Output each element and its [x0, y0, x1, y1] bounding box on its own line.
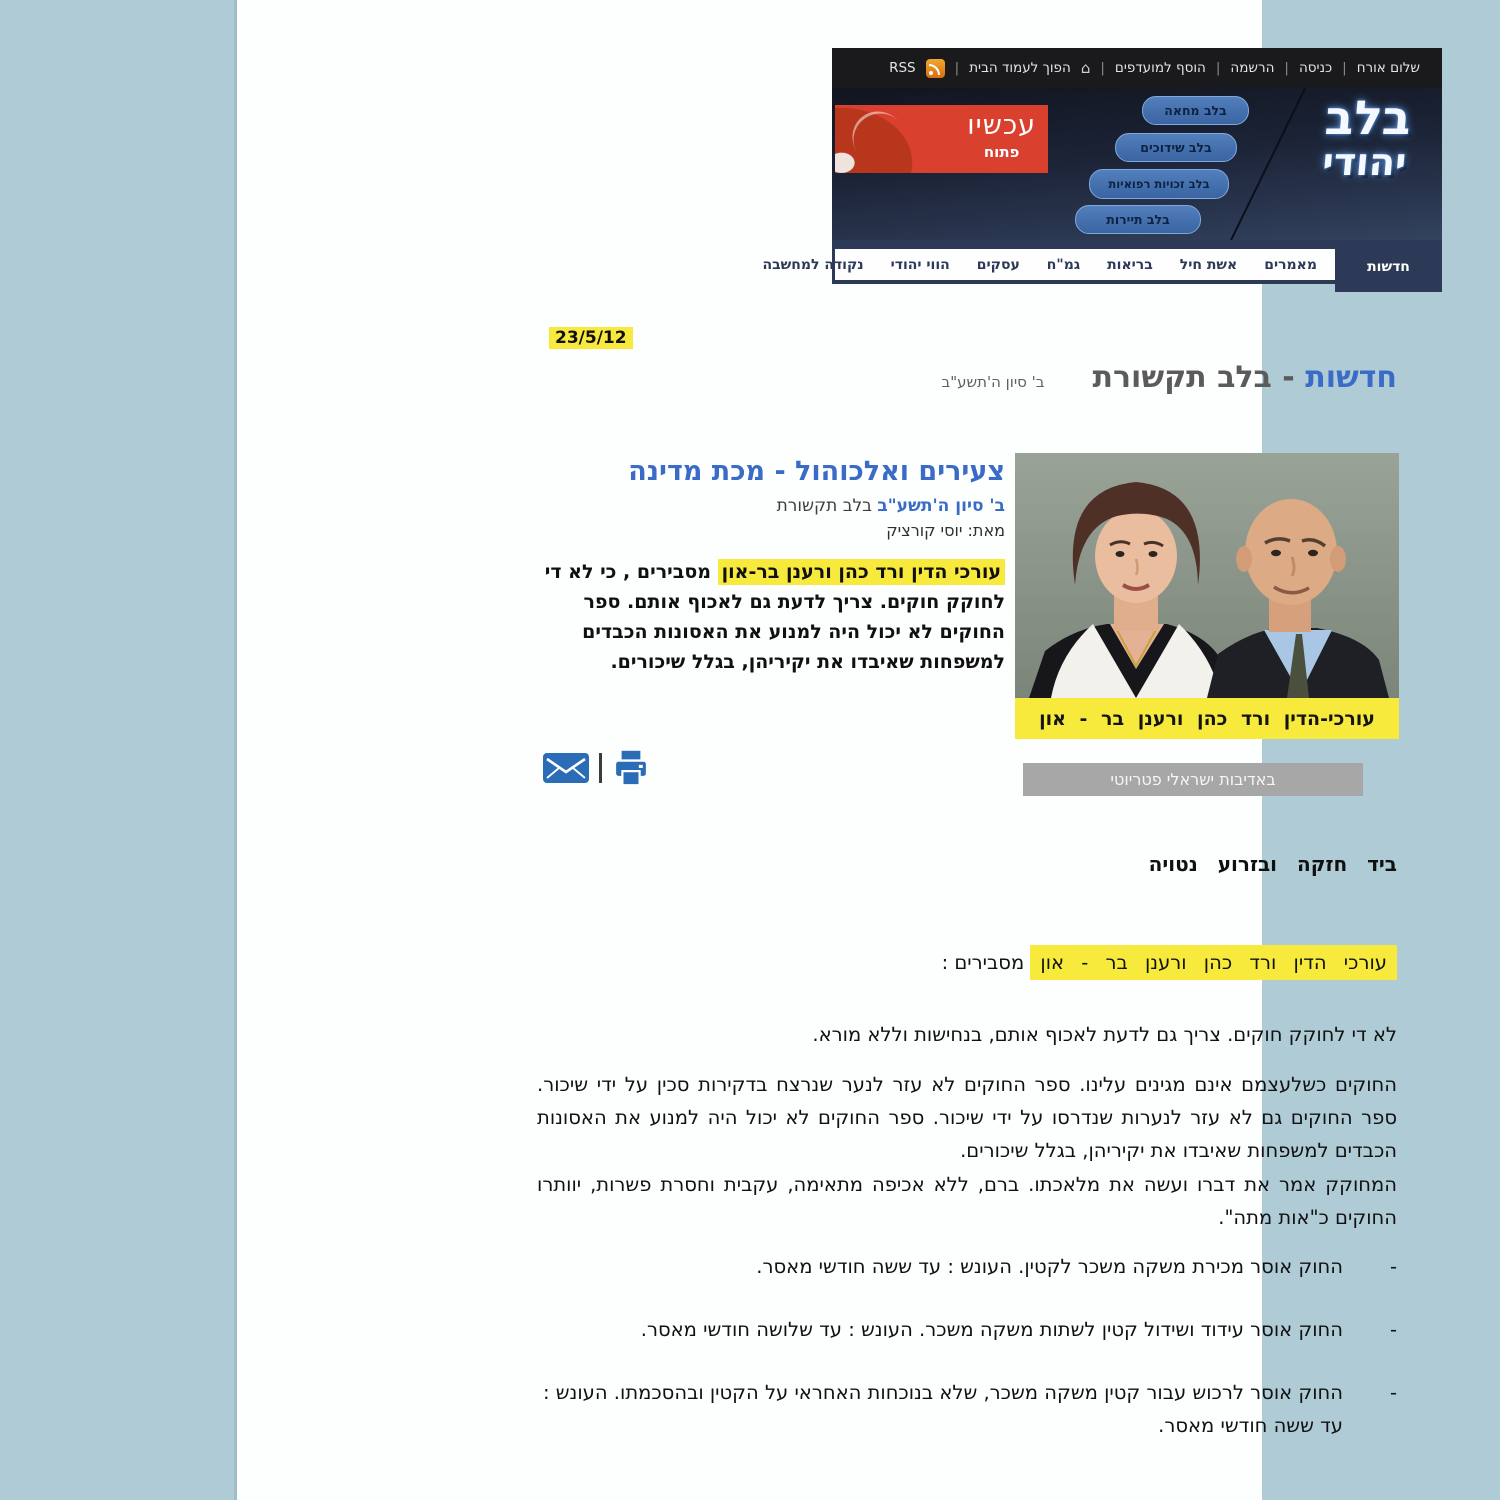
article-subtitle [537, 496, 1005, 516]
emphasis-line: ביד חזקה ובזרוע נטויה [1148, 852, 1397, 876]
divider: | [1100, 60, 1105, 76]
paragraph-3: המחוקק אמר את דברו ועשה את מלאכתו. ברם, ללא אכיפה מתאימה, עקבית וחסרת פשרות, יוותרו החוקים כ"אות מתה". [537, 1173, 1397, 1230]
share-toolbar [543, 750, 650, 786]
list-item [537, 1250, 1397, 1283]
list-item [537, 1376, 1397, 1442]
bubble-link-matchmaking[interactable]: בלב שידוכים [1115, 133, 1237, 162]
explain-rest: מסבירים : [941, 951, 1031, 974]
bullet-dash: - [1389, 1318, 1397, 1342]
section-title-row [577, 360, 1397, 395]
subtitle-date: ב' סיון ה'תשע"ב [877, 496, 1005, 516]
nav-item-articles[interactable]: מאמרים [1264, 256, 1317, 273]
promo-image [835, 105, 917, 173]
nav-item-business[interactable]: עסקים [976, 256, 1020, 273]
nav-item-food-for-thought[interactable]: נקודה למחשבה [762, 256, 864, 273]
hebrew-date: ב' סיון ה'תשע"ב [941, 373, 1045, 391]
divider: | [1215, 60, 1221, 76]
lead-highlight: עורכי הדין ורד כהן ורענן בר-און [718, 559, 1005, 585]
rss-icon[interactable] [926, 59, 945, 78]
article-headline: צעירים ואלכוהול - מכת מדינה [628, 456, 1005, 487]
nav-item-eshet-chayil[interactable]: אשת חיל [1179, 256, 1238, 273]
bullet-text: החוק אוסר עידוד ושידול קטין לשתות משקה משכר. העונש : עד שלושה חודשי מאסר. [640, 1318, 1343, 1342]
logo-line-2: יהודי [1320, 140, 1409, 185]
bubble-link-protest[interactable]: בלב מחאה [1142, 96, 1249, 125]
paragraph-2: החוקים כשלעצמם אינם מגינים עלינו. ספר החוקים לא עזר לנער שנרצח בדקירות סכין על ידי שיכור. ספר החוקים גם לא עזר לנערות שנדרסו על ידי שיכור. ספר החוקים לא יכול היה למנוע את האסונות הכבדים למשפחות שאיבדו את יקיריהן, בגלל שיכורים. [537, 1073, 1397, 1163]
greeting-text: שלום אורח [1356, 60, 1420, 76]
register-link[interactable]: הרשמה [1230, 60, 1275, 76]
photo-caption: עורכי-הדין ורד כהן ורענן בר - און [1015, 698, 1399, 739]
nav-item-jewish-life[interactable]: הווי יהודי [890, 256, 950, 273]
logo-line-1: בלב [1322, 91, 1414, 146]
site-logo[interactable] [1290, 91, 1442, 185]
add-favorites-link[interactable]: הוסף למועדפים [1114, 60, 1206, 76]
promo-open-text: פתוח [983, 143, 1020, 161]
explain-line [537, 946, 1397, 979]
lead-rest: מסבירים , כי לא די לחוקק חוקים. צריך לדעת גם לאכוף אותם. ספר החוקים לא יכול היה למנוע את האסונות הכבדים למשפחות שאיבדו את יקיריהן, בגלל שיכורים. [544, 561, 1005, 674]
article-summary-column [537, 456, 1005, 677]
document-page [237, 0, 1420, 1500]
bullet-dash: - [1389, 1381, 1397, 1405]
photo-credit: באדיבות ישראלי פטריוטי [1023, 763, 1363, 796]
home-icon: ⌂ [1080, 58, 1091, 77]
divider: | [1342, 60, 1347, 76]
nav-item-health[interactable]: בריאות [1107, 256, 1153, 273]
section-title-rest: - בלב תקשורת [1092, 360, 1306, 395]
explain-highlight: עורכי הדין ורד כהן ורענן בר - און [1030, 945, 1397, 980]
login-link[interactable]: כניסה [1298, 60, 1333, 76]
promo-now-text: עכשיו [967, 110, 1036, 141]
icon-divider [599, 753, 602, 783]
main-navigation [762, 240, 1442, 284]
bubble-link-medical-rights[interactable]: בלב זכויות רפואיות [1089, 169, 1229, 199]
article-byline: מאת: יוסי קורציק [886, 521, 1005, 540]
bubble-link-tourism[interactable]: בלב תיירות [1075, 205, 1201, 234]
header-banner [832, 88, 1442, 240]
nav-item-gemach[interactable]: גמ"ח [1046, 256, 1081, 273]
section-title-news: חדשות [1305, 360, 1397, 395]
divider: | [1284, 60, 1289, 76]
lawyers-photo [1015, 453, 1399, 698]
subtitle-channel: בלב תקשורת [776, 496, 878, 516]
law-bullet-list [537, 1250, 1397, 1473]
divider: | [954, 60, 960, 76]
article-lead [537, 557, 1005, 677]
date-highlight: 23/5/12 [549, 327, 633, 349]
website-header [762, 48, 1442, 284]
print-icon[interactable] [612, 750, 650, 786]
bullet-text: החוק אוסר מכירת משקה משכר לקטין. העונש : עד ששה חודשי מאסר. [756, 1255, 1343, 1278]
set-homepage-link[interactable]: הפוך לעמוד הבית [969, 60, 1071, 76]
bullet-text: החוק אוסר לרכוש עבור קטין משקה משכר, שלא בנוכחות האחראי על הקטין ובהסכמתו. העונש : עד ששה חודשי מאסר. [542, 1381, 1343, 1438]
bullet-dash: - [1389, 1255, 1397, 1278]
nav-tab-news-active[interactable]: חדשות [1335, 241, 1442, 292]
email-icon[interactable] [543, 753, 589, 783]
list-item [537, 1313, 1397, 1346]
paragraph-1: לא די לחוקק חוקים. צריך גם לדעת לאכוף אותם, בנחישות וללא מורא. [812, 1023, 1397, 1046]
promo-banner[interactable] [835, 105, 1048, 173]
section-title [1092, 360, 1397, 395]
rss-link[interactable]: RSS [889, 60, 916, 76]
site-topbar [832, 48, 1442, 88]
